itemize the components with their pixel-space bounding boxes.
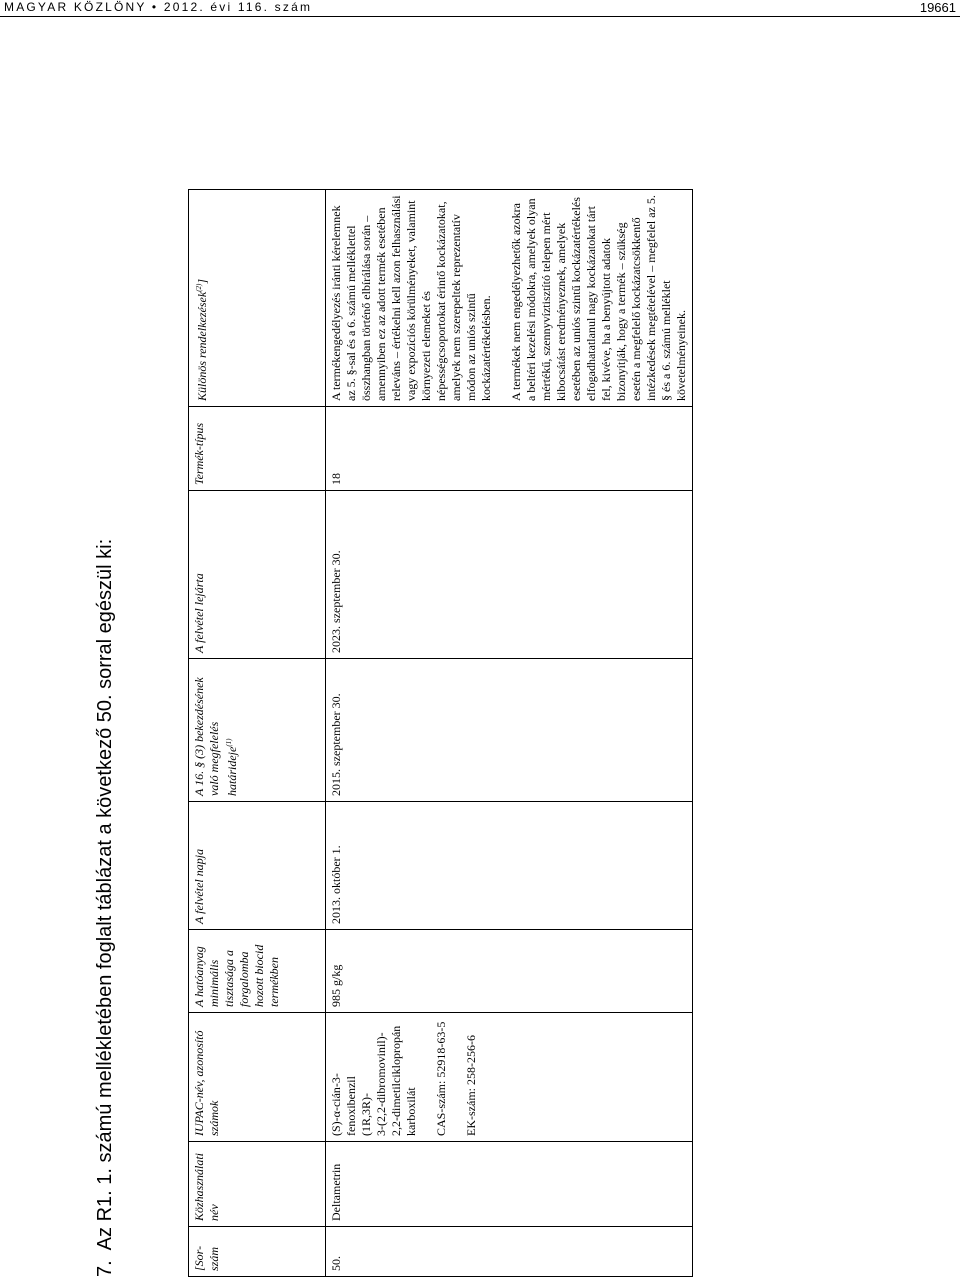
closing-bracket: ] (195, 278, 209, 284)
iupac-name: (S)-α-cián-3-fenoxibenzil (1R,3R)- 3-(2,2-dibromovinil)- 2,2-dimetilciklopropán karboxilát (329, 1025, 418, 1136)
ek-number: EK-szám: 258-256-6 (464, 1035, 478, 1136)
active-substance-table (188, 189, 693, 1277)
journal-title: MAGYAR KÖZLÖNY • 2012. évi 116. szám (4, 0, 313, 14)
rotated-content (85, 127, 688, 1277)
col-header-inclusion-date: A felvétel napja (189, 802, 326, 930)
cell-inclusion-date: 2013. október 1. (326, 802, 693, 930)
amendment-intro (85, 529, 125, 1277)
provision-paragraph-2: A termékek nem engedélyezhetők azokra a beltéri kezelési módokra, amelyek olyan mértékű, szennyvíztisztító telepen mért kibocsátást eredményeznek, amelyek esetében az uniós szintű kockázatértékelés elfogadhatatlanul nagy kockázatokat tárt fel, kivéve, ha a benyújtott adatok bizonyítják, hogy a termék – szükség esetén a megfelelő kockázatcsökkentő intézkedések megtételével – megfelel az 5. § és a 6. számú melléklet követelményeinek. (509, 195, 688, 401)
cell-compliance-deadline: 2015. szeptember 30. (326, 659, 693, 802)
col-header-compliance-text: A 16. § (3) bekezdésének való megfelelés határideje (192, 677, 239, 796)
col-header-iupac: IUPAC-név, azonosító számok (189, 1013, 326, 1142)
cell-common-name: Deltametrin (326, 1142, 693, 1227)
cell-iupac (326, 1013, 693, 1142)
footnote-2-marker: (2) (195, 283, 203, 292)
table-row (326, 190, 693, 1277)
cell-min-purity: 985 g/kg (326, 930, 693, 1013)
col-header-min-purity: A hatóanyag minimális tisztasága a forgalomba hozott biocid termékben (189, 930, 326, 1013)
cas-number: CAS-szám: 52918-63-5 (434, 1021, 448, 1136)
col-header-common-name: Közhasználati név (189, 1142, 326, 1227)
col-header-provisions-text: Különös rendelkezések (195, 291, 209, 401)
col-header-compliance-deadline (189, 659, 326, 802)
col-header-product-type: Termék-típus (189, 407, 326, 491)
col-header-row-number: [Sor-szám (189, 1227, 326, 1277)
footnote-1-marker: (1) (225, 738, 233, 747)
item-number: 7. (94, 1260, 116, 1277)
cell-product-type: 18 (326, 407, 693, 491)
provision-paragraph-1: A termékengedélyezés iránti kérelemnek az 5. §-sal és a 6. számú melléklettel összhangban történő elbírálása során – amennyiben ez az adott termék esetében releváns – értékelni kell azon felhasználási vagy expozíciós körülményeket, valamint környezeti elemeket és népességcsoportokat érintő kockázatokat, amelyek nem szerepeltek reprezentatív módon az uniós szintű kockázatértékelésben. (329, 195, 493, 401)
header-rule (0, 16, 960, 17)
page-header (0, 0, 960, 16)
cell-expiry: 2023. szeptember 30. (326, 491, 693, 659)
cell-special-provisions (326, 190, 693, 407)
page-number: 19661 (919, 0, 956, 15)
col-header-special-provisions (189, 190, 326, 407)
col-header-expiry: A felvétel lejárta (189, 491, 326, 659)
intro-text: Az R1. 1. számú mellékletében foglalt táblázat a következő 50. sorral egészül ki: (94, 538, 116, 1251)
cell-row-number: 50. (326, 1227, 693, 1277)
table-header-row (189, 190, 326, 1277)
